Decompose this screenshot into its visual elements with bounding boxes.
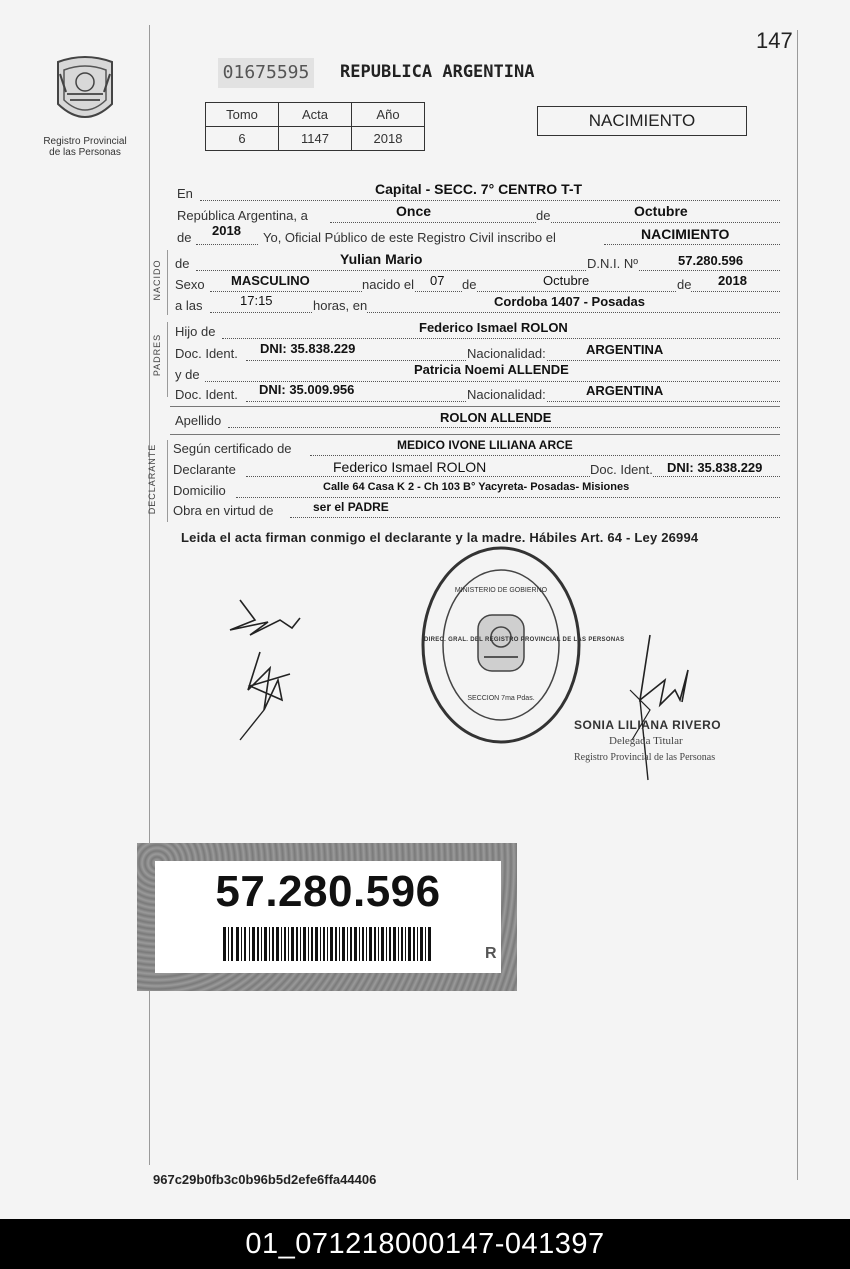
registry-table	[205, 102, 425, 151]
official-text: Yo, Oficial Público de este Registro Civil inscribo el	[263, 230, 556, 245]
nacido-el-label: nacido el	[362, 277, 415, 292]
barcode-inner	[155, 861, 501, 973]
barcode-label	[137, 843, 517, 991]
birth-month: Octubre	[543, 273, 590, 288]
father-nationality: ARGENTINA	[586, 342, 664, 357]
record-type: NACIMIENTO	[588, 111, 696, 130]
official-stamp	[420, 545, 625, 745]
hash-code: 967c29b0fb3c0b96b5d2efe6ffa44406	[153, 1172, 377, 1187]
nacido-side-label: NACIDO	[152, 259, 162, 301]
inscribe-value: NACIMIENTO	[641, 226, 730, 242]
footer-code-bar	[0, 1219, 850, 1269]
en-label: En	[177, 186, 193, 201]
row-separator	[170, 434, 780, 435]
hijo-label: Hijo de	[175, 324, 216, 339]
mother-name: Patricia Noemi ALLENDE	[414, 362, 569, 377]
dotted-line	[210, 312, 780, 313]
a-las-label: a las	[175, 298, 203, 313]
nac1-label: Nacionalidad:	[467, 346, 546, 361]
serial-number-box	[218, 58, 314, 88]
dotted-line	[310, 455, 780, 456]
decl-doc-label: Doc. Ident.	[590, 462, 653, 477]
dotted-line	[210, 291, 780, 292]
de-label-3: de	[677, 277, 692, 292]
day-value: Once	[396, 203, 432, 219]
barcode-icon	[223, 927, 433, 961]
birth-place: Cordoba 1407 - Posadas	[494, 294, 645, 309]
year-value: 2018	[212, 223, 241, 238]
dotted-line	[330, 222, 780, 223]
mother-dni: DNI: 35.009.956	[259, 382, 355, 397]
sexo-value: MASCULINO	[231, 273, 310, 288]
table-header: Acta	[279, 103, 352, 127]
y-de-label: y de	[175, 367, 200, 382]
table-header: Tomo	[206, 103, 279, 127]
stamp-oval-icon	[420, 545, 625, 745]
father-dni: DNI: 35.838.229	[260, 341, 356, 356]
logo-caption-line2: de las Personas	[49, 147, 121, 158]
declarant-signature	[220, 590, 320, 750]
decl-value: Federico Ismael ROLON	[333, 459, 487, 475]
dotted-line	[236, 497, 780, 498]
dotted-line	[196, 270, 780, 271]
declarante-side-label: DECLARANTE	[147, 443, 157, 515]
dotted-line	[290, 517, 780, 518]
record-type-box	[537, 106, 747, 136]
doc1-label: Doc. Ident.	[175, 346, 238, 361]
country-title: REPUBLICA ARGENTINA	[340, 62, 535, 82]
stamp-ring-text: DIREC. GRAL. DEL REGISTRO PROVINCIAL DE LAS PERSONAS	[424, 637, 625, 643]
birth-time: 17:15	[240, 293, 273, 308]
stamp-inner-text: MINISTERIO DE GOBIERNO	[454, 587, 548, 594]
closing-text: Leida el acta firman conmigo el declarante y la madre. Hábiles Art. 64 - Ley 26994	[181, 530, 699, 545]
province-logo	[40, 52, 130, 158]
official-role: Delegada Titular	[609, 735, 683, 747]
de-label: de	[536, 208, 551, 223]
page-number: 147	[756, 28, 793, 53]
footer-code: 01_071218000147-041397	[245, 1228, 605, 1260]
birth-day: 07	[430, 273, 445, 288]
en-value: Capital - SECC. 7° CENTRO T-T	[375, 181, 583, 197]
dni-label: D.N.I. Nº	[587, 256, 638, 271]
section-divider	[167, 440, 168, 522]
horas-label: horas, en	[313, 298, 368, 313]
row-separator	[170, 406, 780, 407]
nac2-label: Nacionalidad:	[467, 387, 546, 402]
apellido-label: Apellido	[175, 413, 222, 428]
father-name: Federico Ismael ROLON	[419, 320, 568, 335]
obra-label: Obra en virtud de	[173, 503, 274, 518]
dom-value: Calle 64 Casa K 2 - Ch 103 B° Yacyreta- Posadas- Misiones	[323, 481, 630, 493]
dotted-line	[228, 427, 780, 428]
cert-value: MEDICO IVONE LILIANA ARCE	[397, 438, 573, 452]
table-cell: 6	[206, 127, 279, 151]
official-office: Registro Provincial de las Personas	[574, 752, 716, 763]
month-value: Octubre	[634, 203, 688, 219]
table-header: Año	[352, 103, 425, 127]
child-dni: 57.280.596	[678, 253, 744, 268]
table-cell: 1147	[279, 127, 352, 151]
de-label-2: de	[462, 277, 477, 292]
year-prefix: de	[177, 230, 192, 245]
left-margin-line	[149, 25, 150, 1165]
apellido-value: ROLON ALLENDE	[440, 410, 552, 425]
barcode-number: 57.280.596	[215, 867, 441, 916]
birth-year: 2018	[718, 273, 747, 288]
right-margin-line	[797, 30, 798, 1180]
serial-number: 01675595	[222, 62, 310, 83]
table-cell: 2018	[352, 127, 425, 151]
dotted-line	[246, 476, 780, 477]
dotted-line	[200, 200, 780, 201]
mother-nationality: ARGENTINA	[586, 383, 664, 398]
section-divider	[167, 322, 168, 397]
province-seal-icon	[52, 52, 118, 132]
official-signature	[610, 630, 710, 790]
stamp-section-text: SECCION 7ma Pdas.	[467, 695, 535, 702]
cert-label: Según certificado de	[173, 441, 292, 456]
sexo-label: Sexo	[175, 277, 205, 292]
doc2-label: Doc. Ident.	[175, 387, 238, 402]
dotted-line	[196, 244, 258, 245]
child-name: Yulian Mario	[340, 251, 423, 267]
dotted-line	[222, 338, 780, 339]
nacido-de-label: de	[175, 256, 190, 271]
obra-value: ser el PADRE	[313, 500, 389, 514]
logo-caption-line1: Registro Provincial	[43, 136, 127, 147]
decl-doc-value: DNI: 35.838.229	[667, 460, 763, 475]
official-name: SONIA LILIANA RIVERO	[574, 718, 722, 732]
padres-side-label: PADRES	[152, 333, 162, 377]
section-divider	[167, 250, 168, 315]
barcode-mark: R	[485, 945, 497, 962]
decl-label: Declarante	[173, 462, 236, 477]
dom-label: Domicilio	[173, 483, 226, 498]
republic-label: República Argentina, a	[177, 208, 308, 223]
dotted-line	[604, 244, 780, 245]
